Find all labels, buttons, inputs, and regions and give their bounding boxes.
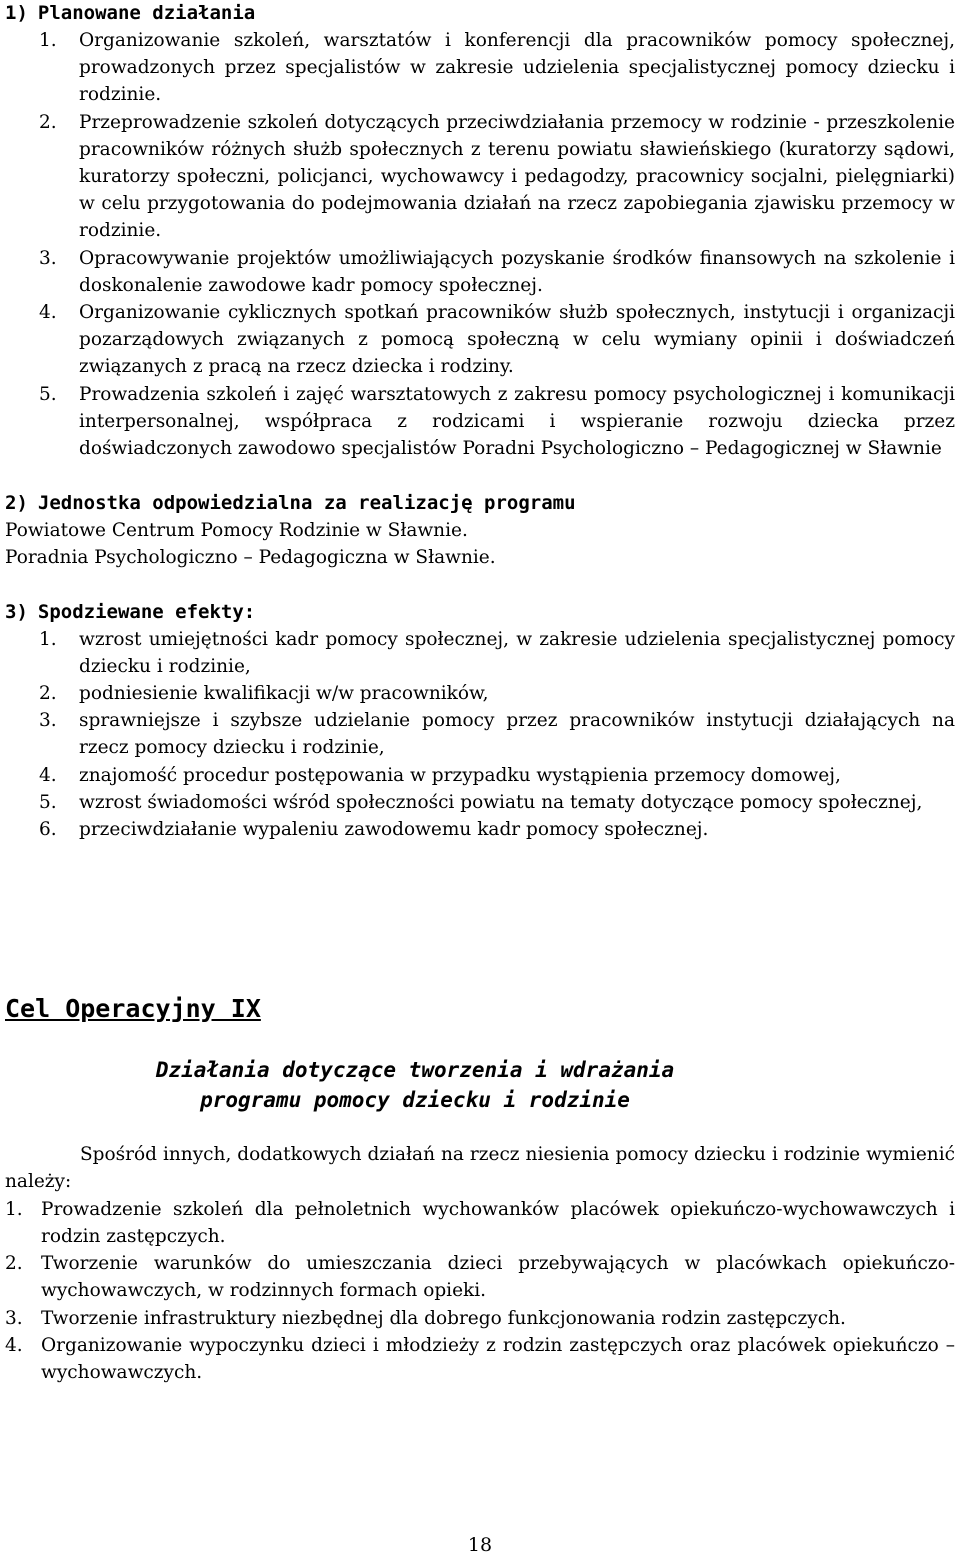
list-item <box>39 27 955 109</box>
spacer <box>5 1027 955 1055</box>
item-number: 4. <box>5 1334 23 1356</box>
item-text: Prowadzenia szkoleń i zajęć warsztatowych z zakresu pomocy psychologicznej i komunikacji interpersonalnej, współpraca z rodzicami i wspieranie rozwoju dziecka przez doświadczonych zawodowo specjalistów Poradni Psychologiczno – Pedagogicznej w Sławnie <box>79 383 955 460</box>
list-item <box>39 626 955 680</box>
section-3-title: Spodziewane efekty: <box>37 600 256 623</box>
item-number: 1. <box>39 30 57 51</box>
item-text: sprawniejsze i szybsze udzielanie pomocy przez pracowników instytucji działających na rzecz pomocy dziecku i rodzinie, <box>79 710 955 759</box>
page-number: 18 <box>467 1534 493 1556</box>
item-text: Organizowanie wypoczynku dzieci i młodzieży z rodzin zastępczych oraz placówek opiekuńczo – wychowawczych. <box>41 1334 955 1383</box>
item-number: 2. <box>5 1253 23 1275</box>
cel-operacyjny-title: Cel Operacyjny IX <box>5 994 261 1024</box>
list-item <box>39 109 955 245</box>
cel-subtitle-line-1: Działania dotyczące tworzenia i wdrażania <box>155 1058 675 1083</box>
list-item <box>39 762 955 789</box>
section-1-number: 1) <box>5 2 28 24</box>
list-item <box>5 1196 955 1250</box>
item-number: 4. <box>39 764 57 786</box>
section-3-heading <box>5 599 955 626</box>
cel-list <box>5 1196 955 1386</box>
responsible-unit-2: Poradnia Psychologiczno – Pedagogiczna w Sławnie. <box>5 547 496 569</box>
list-item <box>5 1250 955 1304</box>
section-1-heading <box>5 0 955 27</box>
item-number: 6. <box>39 819 57 841</box>
item-text: przeciwdziałanie wypaleniu zawodowemu kadr pomocy społecznej. <box>79 819 709 841</box>
cel-intro: Spośród innych, dodatkowych działań na rzecz niesienia pomocy dziecku i rodzinie wymienić należy: <box>5 1144 955 1193</box>
section-1-list <box>5 27 955 462</box>
item-number: 3. <box>5 1307 23 1329</box>
section-3-list <box>5 626 955 844</box>
list-item <box>39 381 955 463</box>
item-number: 1. <box>5 1198 23 1220</box>
item-number: 5. <box>39 383 57 405</box>
list-item <box>39 299 955 381</box>
item-number: 1. <box>39 628 57 650</box>
list-item <box>5 1332 955 1386</box>
item-text: Opracowywanie projektów umożliwiających pozyskanie środków finansowych na szkolenie i doskonalenie zawodowe kadr pomocy społecznej. <box>79 247 955 296</box>
section-3-number: 3) <box>5 600 28 623</box>
section-1-title: Planowane działania <box>37 2 256 24</box>
item-number: 3. <box>39 710 57 732</box>
item-text: Tworzenie infrastruktury niezbędnej dla dobrego funkcjonowania rodzin zastępczych. <box>41 1307 846 1329</box>
item-text: znajomość procedur postępowania w przypadku wystąpienia przemocy domowej, <box>79 764 841 786</box>
item-text: wzrost świadomości wśród społeczności powiatu na tematy dotyczące pomocy społecznej, <box>79 791 923 813</box>
item-text: Prowadzenie szkoleń dla pełnoletnich wychowanków placówek opiekuńczo-wychowawczych i rodzin zastępczych. <box>41 1198 955 1247</box>
item-number: 4. <box>39 302 57 324</box>
responsible-unit-1: Powiatowe Centrum Pomocy Rodzinie w Sławnie. <box>5 520 468 542</box>
item-text: wzrost umiejętności kadr pomocy społecznej, w zakresie udzielenia specjalistycznej pomocy dziecku i rodzinie, <box>79 628 955 677</box>
list-item <box>5 1305 955 1332</box>
spacer <box>5 462 955 490</box>
item-text: Organizowanie cyklicznych spotkań pracowników służb społecznych, instytucji i organizacji pozarządowych związanych z pomocą społeczną w celu wymiany opinii i doświadczeń związanych z pracą na rzecz dziecka i rodziny. <box>79 302 955 378</box>
list-item <box>39 816 955 843</box>
cel-subtitle-line-2: programu pomocy dziecku i rodzinie <box>200 1088 630 1113</box>
item-text: podniesienie kwalifikacji w/w pracowników, <box>79 683 489 705</box>
item-number: 5. <box>39 791 57 813</box>
item-number: 3. <box>39 247 57 269</box>
item-text: Przeprowadzenie szkoleń dotyczących przeciwdziałania przemocy w rodzinie - przeszkolenie pracowników różnych służb społecznych z terenu powiatu sławieńskiego (kuratorzy sądowi, kuratorzy społeczni, policjanci, wychowawcy i pedagodzy, pracownicy socjalni, pielęgniarki) w celu przygotowania do podejmowania działań na rzecz zapobiegania zjawisku przemocy w rodzinie. <box>79 111 955 242</box>
section-2-number: 2) <box>5 492 28 515</box>
list-item <box>39 245 955 299</box>
item-text: Tworzenie warunków do umieszczania dzieci przebywających w placówkach opiekuńczo-wychowawczych, w rodzinnych formach opieki. <box>41 1253 955 1302</box>
item-number: 2. <box>39 683 57 705</box>
spacer <box>5 1115 955 1141</box>
item-text: Organizowanie szkoleń, warsztatów i konferencji dla pracowników pomocy społecznej, prowadzonych przez specjalistów w zakresie udzielenia specjalistycznej pomocy dziecku i rodzinie. <box>79 30 955 106</box>
section-2-title: Jednostka odpowiedzialna za realizację programu <box>37 492 576 515</box>
list-item <box>39 707 955 761</box>
item-number: 2. <box>39 111 57 133</box>
spacer <box>5 843 955 991</box>
list-item <box>39 789 955 816</box>
spacer <box>5 572 955 599</box>
section-2-heading <box>5 490 955 517</box>
list-item <box>39 680 955 707</box>
